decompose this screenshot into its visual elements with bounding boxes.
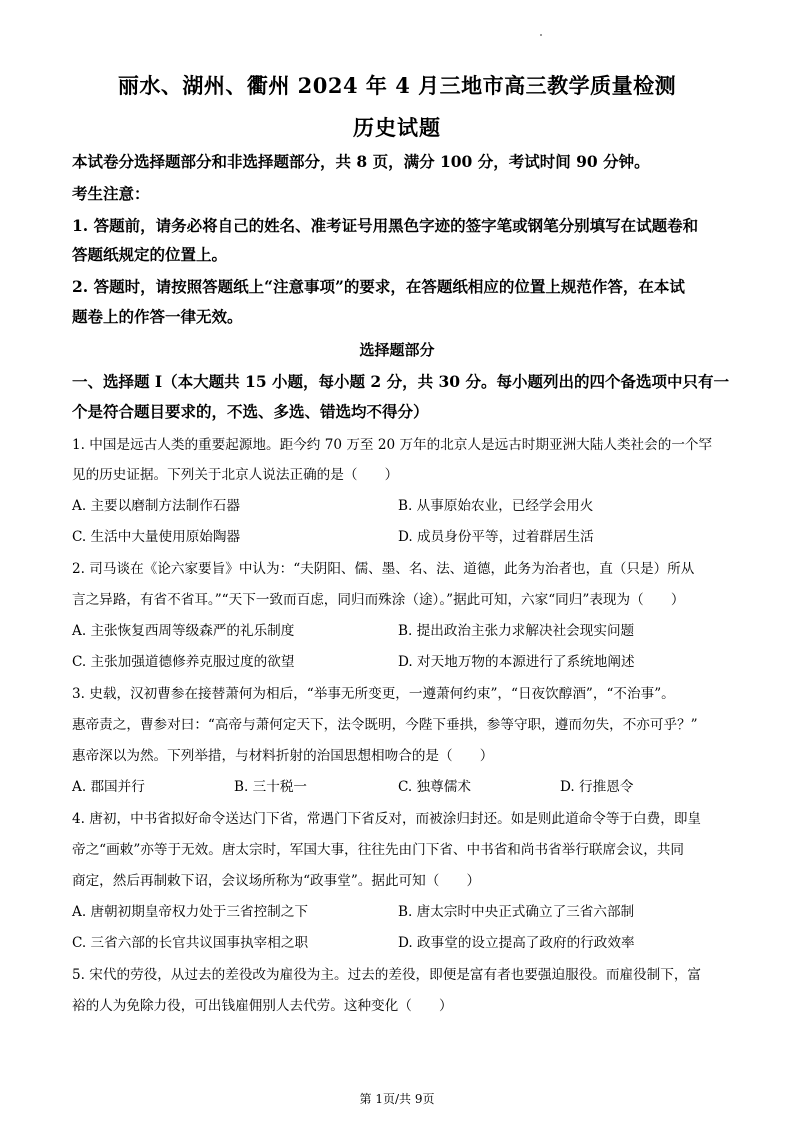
part-1-instructions-line-1: 一、选择题 I（本大题共 15 小题，每小题 2 分，共 30 分。每小题列出的四个备选项中只有一	[72, 372, 729, 391]
question-3-option-a[interactable]: A. 郡国并行	[72, 779, 145, 795]
question-2-option-b[interactable]: B. 提出政治主张力求解决社会现实问题	[398, 623, 635, 639]
question-4-line-3: 商定，然后再制敕下诏，会议场所称为“政事堂”。据此可知（ ）	[72, 873, 481, 889]
question-3-option-c[interactable]: C. 独尊儒术	[398, 779, 471, 795]
question-5-line-1: 5. 宋代的劳役，从过去的差役改为雇役为主。过去的差役，即便是富有者也要强迫服役。而雇役制下，富	[72, 967, 702, 983]
notice-title: 考生注意：	[72, 184, 150, 203]
note-2-line-1: 2. 答题时，请按照答题纸上“注意事项”的要求，在答题纸相应的位置上规范作答，在本试	[72, 277, 685, 296]
scan-dot	[540, 34, 542, 36]
question-1-option-d[interactable]: D. 成员身份平等，过着群居生活	[398, 529, 594, 545]
note-1-line-2: 答题纸规定的位置上。	[72, 245, 228, 264]
question-1-option-c[interactable]: C. 生活中大量使用原始陶器	[72, 529, 241, 545]
question-4-line-1: 4. 唐初，中书省拟好命令送达门下省，常遇门下省反对，而被涂归封还。如是则此道命令等于白费，即皇	[72, 811, 702, 827]
exam-intro: 本试卷分选择题部分和非选择题部分，共 8 页，满分 100 分，考试时间 90 分钟。	[72, 152, 650, 171]
question-5-line-2: 裕的人为免除力役，可出钱雇佣别人去代劳。这种变化（ ）	[72, 998, 453, 1014]
note-2-line-2: 题卷上的作答一律无效。	[72, 307, 243, 326]
question-4-option-b[interactable]: B. 唐太宗时中央正式确立了三省六部制	[398, 904, 635, 920]
question-4-line-2: 帝之“画敕”亦等于无效。唐太宗时，军国大事，往往先由门下省、中书省和尚书省举行联席会议，共同	[72, 842, 685, 858]
question-3-option-b[interactable]: B. 三十税一	[234, 779, 308, 795]
question-2-option-a[interactable]: A. 主张恢复西周等级森严的礼乐制度	[72, 623, 295, 639]
question-3-line-3: 惠帝深以为然。下列举措，与材料折射的治国思想相吻合的是（ ）	[72, 748, 494, 764]
section-title: 选择题部分	[359, 341, 435, 359]
question-4-option-d[interactable]: D. 政事堂的设立提高了政府的行政效率	[398, 935, 635, 951]
question-2-line-2: 言之异路，有省不省耳。”“天下一致而百虑，同归而殊涂（途）。”据此可知，六家“同归”表现为（ ）	[72, 592, 685, 608]
exam-subject: 历史试题	[353, 115, 441, 140]
question-1-line-1: 1. 中国是远古人类的重要起源地。距今约 70 万至 20 万年的北京人是远古时期亚洲大陆人类社会的一个罕	[72, 437, 713, 453]
question-4-option-a[interactable]: A. 唐朝初期皇帝权力处于三省控制之下	[72, 904, 308, 920]
question-1-line-2: 见的历史证据。下列关于北京人说法正确的是（ ）	[72, 467, 399, 483]
page-number: 第 1页/共 9页	[359, 1092, 435, 1106]
question-4-option-c[interactable]: C. 三省六部的长官共议国事执宰相之职	[72, 935, 309, 951]
part-1-instructions-line-2: 个是符合题目要求的，不选、多选、错选均不得分）	[72, 402, 429, 421]
exam-title: 丽水、湖州、衢州 2024 年 4 月三地市高三教学质量检测	[117, 73, 677, 98]
note-1-line-1: 1. 答题前，请务必将自己的姓名、准考证号用黑色字迹的签字笔或钢笔分别填写在试题卷和	[72, 216, 699, 235]
question-3-line-1: 3. 史载，汉初曹参在接替萧何为相后，“举事无所变更，一遵萧何约束”，“日夜饮醇酒”，“不治事”。	[72, 686, 675, 702]
question-3-option-d[interactable]: D. 行推恩令	[560, 779, 634, 795]
question-2-option-d[interactable]: D. 对天地万物的本源进行了系统地阐述	[398, 654, 635, 670]
question-1-option-b[interactable]: B. 从事原始农业，已经学会用火	[398, 498, 594, 514]
question-2-line-1: 2. 司马谈在《论六家要旨》中认为：“夫阴阳、儒、墨、名、法、道德，此务为治者也，直（只是）所从	[72, 561, 695, 577]
question-1-option-a[interactable]: A. 主要以磨制方法制作石器	[72, 498, 240, 514]
question-2-option-c[interactable]: C. 主张加强道德修养克服过度的欲望	[72, 654, 295, 670]
question-3-line-2: 惠帝责之，曹参对曰：“高帝与萧何定天下，法令既明，今陛下垂拱，参等守职，遵而勿失，不亦可乎？”	[72, 717, 698, 733]
